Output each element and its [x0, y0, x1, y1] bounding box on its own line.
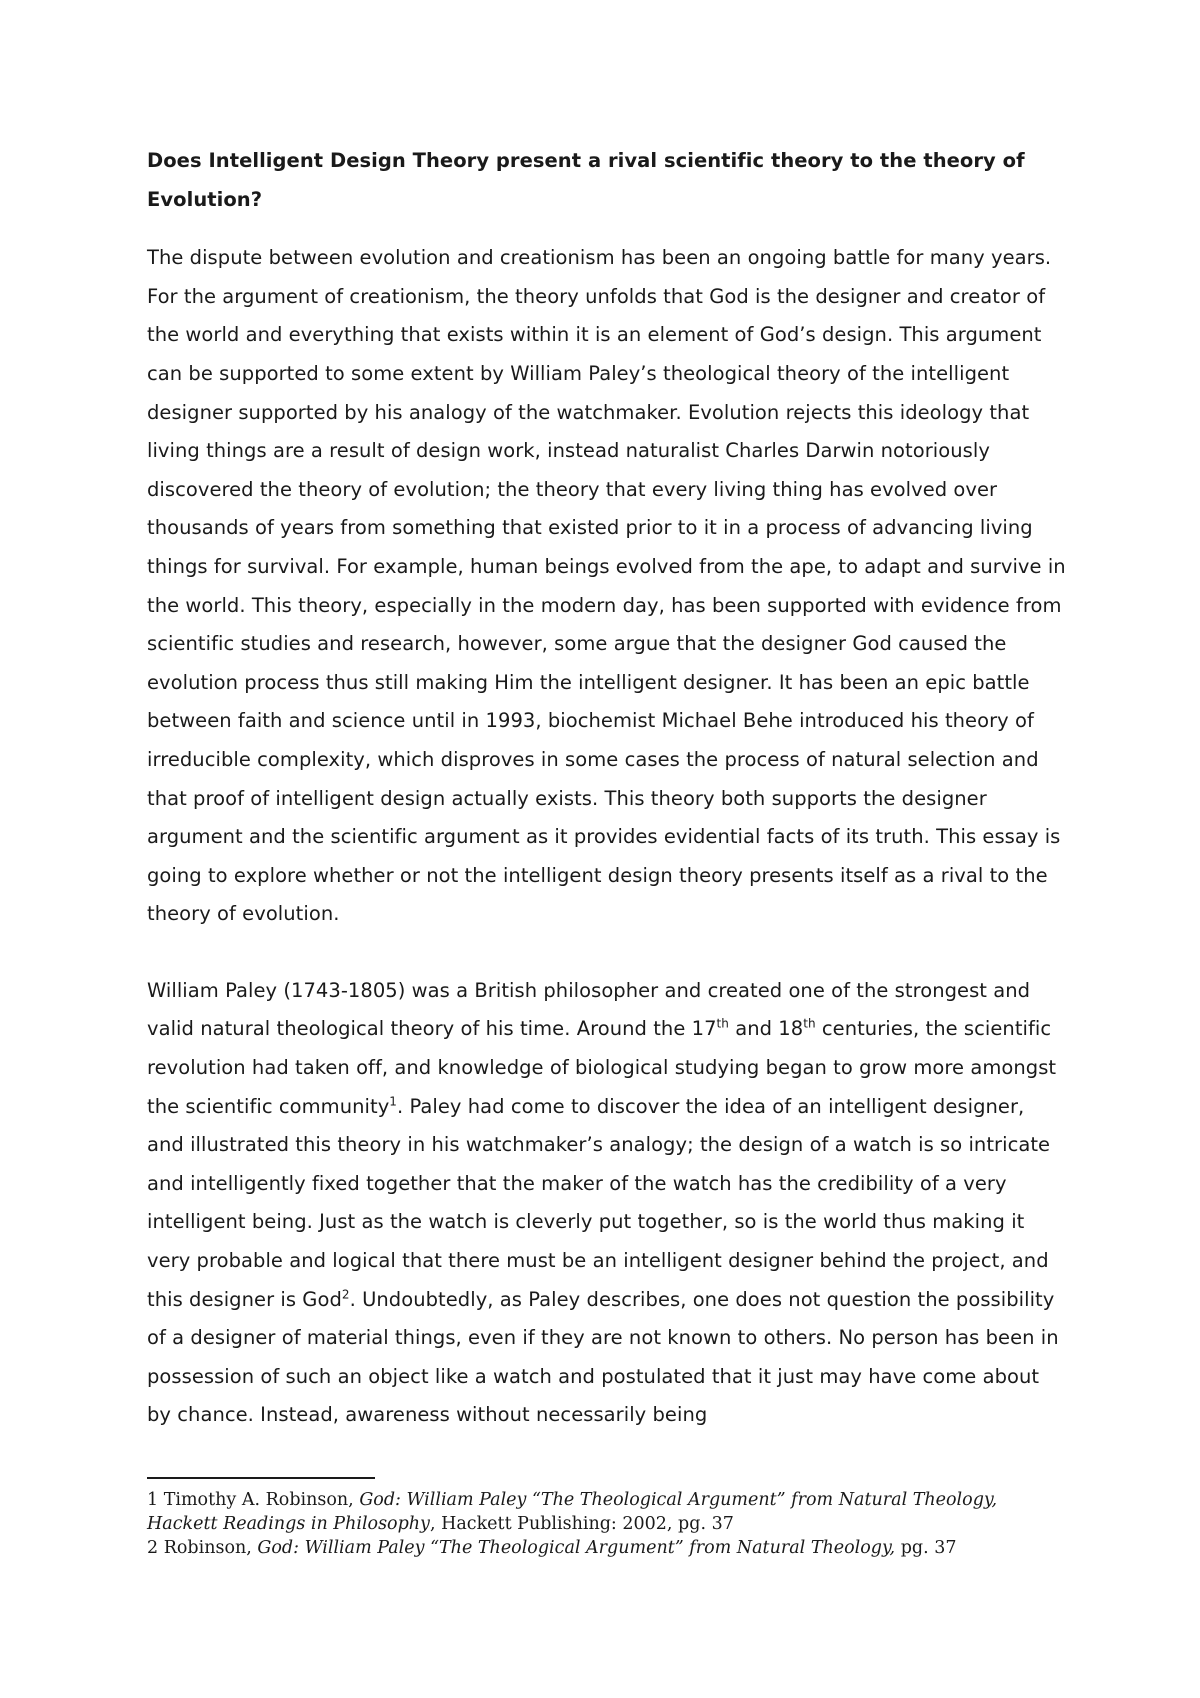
paragraph-intro: The dispute between evolution and creationism has been an ongoing battle for many years. For the argument of creationism, the theory unfolds that God is the designer and creator of the world and everything that exists within it is an element of God’s design. This argument can be supported to some extent by William Paley’s theological theory of the intelligent designer supported by his analogy of the watchmaker. Evolution rejects this ideology that living things are a result of design work, instead naturalist Charles Darwin notoriously discovered the theory of evolution; the theory that every living thing has evolved over thousands of years from something that existed prior to it in a process of advancing living things for survival. For example, human beings evolved from the ape, to adapt and survive in the world. This theory, especially in the modern day, has been supported with evidence from scientific studies and research, however, some argue that the designer God caused the evolution process thus still making Him the intelligent designer. It has been an epic battle between faith and science until in 1993, biochemist Michael Behe introduced his theory of irreducible complexity, which disproves in some cases the process of natural selection and that proof of intelligent design actually exists. This theory both supports the designer argument and the scientific argument as it provides evidential facts of its truth. This essay is going to explore whether or not the intelligent design theory presents itself as a rival to the theory of evolution.: [147, 246, 1066, 926]
footnote-2: [147, 1536, 1047, 1560]
footnote-ref-2[interactable]: 2: [341, 1287, 350, 1302]
footnote-prefix: 1 Timothy A. Robinson,: [147, 1490, 360, 1510]
paragraph-paley: [147, 972, 1067, 1435]
paragraph-text: William Paley (1743-1805) was a British philosopher and created one of the strongest and valid natural theological theory of his time. Around the 17: [147, 978, 1031, 1041]
paragraph-text: . Paley had come to discover the idea of an intelligent designer, and illustrated this theory in his watchmaker’s analogy; the design of a watch is so intricate and intelligently fixed together that the maker of the watch has the credibility of a very intelligent being. Just as the watch is cleverly put together, so is the world thus making it very probable and logical that there must be an intelligent designer behind the project, and this designer is God: [147, 1094, 1051, 1311]
footnote-suffix: pg. 37: [895, 1538, 957, 1558]
paragraph-text: centuries, the scientific revolution had taken off, and knowledge of biological studying began to grow more amongst the scientific community: [147, 1017, 1057, 1118]
footnote-prefix: 2 Robinson,: [147, 1538, 258, 1558]
footnote-ref-1[interactable]: 1: [389, 1094, 397, 1109]
footnotes: [147, 1488, 1047, 1560]
footnote-separator: [147, 1477, 375, 1479]
essay-body: [147, 142, 1067, 1435]
paragraph-text: and 18: [728, 1017, 804, 1041]
superscript-ordinal: th: [716, 1016, 729, 1031]
footnote-title: God: William Paley “The Theological Argument” from Natural Theology,: [257, 1538, 896, 1558]
footnote-suffix: , Hackett Publishing: 2002, pg. 37: [429, 1514, 734, 1534]
paragraph-text: . Undoubtedly, as Paley describes, one does not question the possibility of a designer of material things, even if they are not known to others. No person has been in possession of such an object like a watch and postulated that it just may have come about by chance. Instead, awareness without necessarily being: [147, 1287, 1059, 1427]
footnote-title: God: William Paley “The Theological Argument” from Natural Theology, Hackett Readings in Philosophy: [147, 1490, 998, 1534]
superscript-ordinal: th: [803, 1016, 816, 1031]
footnote-1: [147, 1488, 1047, 1536]
essay-title: Does Intelligent Design Theory present a rival scientific theory to the theory of Evolution?: [147, 149, 1025, 211]
